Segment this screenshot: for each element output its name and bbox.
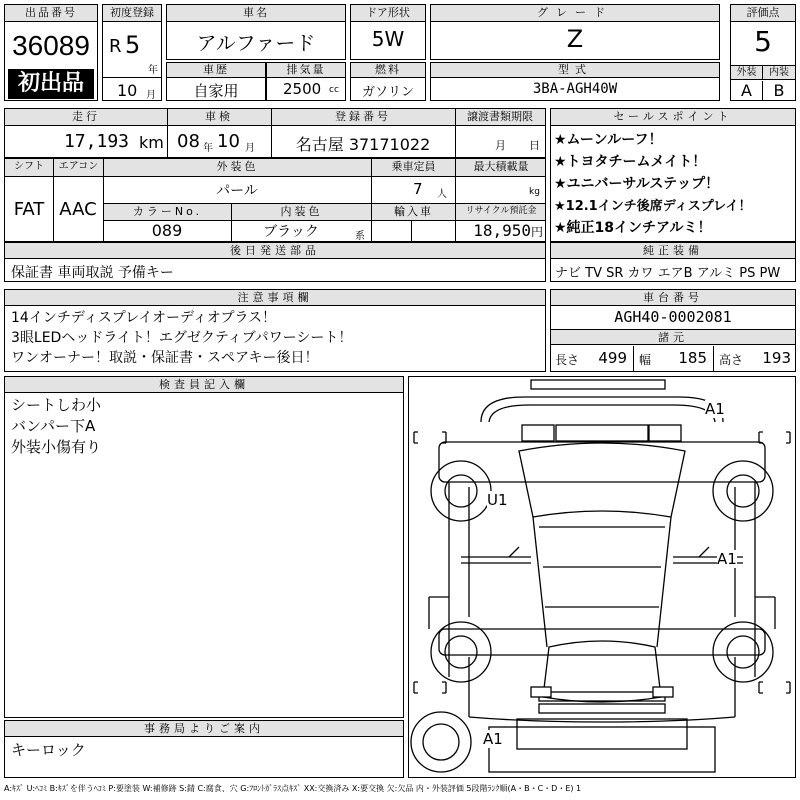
int-color-label: 内装色	[232, 204, 371, 220]
later-parts-box	[4, 242, 546, 282]
int-color-value: ブラック	[263, 224, 319, 240]
fuel-value: ガソリン	[361, 85, 414, 100]
length-value: 499	[598, 349, 627, 367]
recycle-label: リサイクル預託金	[456, 204, 546, 220]
office-box	[4, 720, 404, 778]
first-listing-badge: 初出品	[8, 69, 94, 99]
length-label: 長さ	[555, 353, 580, 367]
sales-point-2: ★トヨタチームメイト！	[554, 154, 707, 170]
first-reg-month: 10	[117, 81, 138, 100]
recycle-value: 18,950	[473, 221, 531, 240]
sales-point-3: ★ユニバーサルステップ！	[554, 176, 720, 192]
score-value: 5	[754, 25, 772, 58]
capacity-value: 7	[413, 180, 423, 198]
width-value: 185	[678, 349, 707, 367]
damage-mark-front-right: A1	[705, 400, 725, 418]
damage-diagram	[408, 376, 796, 778]
office-text: キーロック	[11, 741, 86, 759]
sales-points-label: セールスポイント	[551, 109, 795, 126]
color-no-label: カラーNo.	[104, 204, 231, 220]
history-box	[166, 62, 266, 101]
door-label: ドア形状	[351, 5, 425, 22]
max-load-unit: kg	[529, 187, 540, 197]
fuel-label: 燃料	[351, 63, 425, 78]
history-value: 自家用	[193, 82, 239, 100]
inspection-month: 10	[217, 131, 240, 152]
ext-color-value: パール	[216, 183, 258, 199]
inspector-box	[4, 376, 404, 718]
capacity-unit: 人	[437, 189, 447, 200]
lot-number: 36089	[12, 30, 90, 61]
car-name-label: 車名	[167, 5, 345, 22]
lot-label: 出品番号	[5, 5, 97, 22]
later-parts-label: 後日発送部品	[5, 243, 545, 259]
aircon-label: エアコン	[54, 159, 103, 176]
transfer-month-unit: 月	[495, 139, 506, 152]
inspection-label: 車検	[205, 110, 233, 123]
door-box	[350, 4, 426, 60]
ext-color-label: 外装色	[104, 159, 371, 176]
mileage-value: 17,193	[63, 131, 129, 152]
equipment-label: 純正装備	[551, 243, 795, 259]
color-no-value: 089	[151, 221, 183, 240]
exterior-label: 外装	[731, 66, 763, 80]
max-load-label: 最大積載量	[456, 159, 546, 176]
sales-point-5: ★純正18インチアルミ！	[554, 220, 712, 236]
grade-value: Z	[566, 25, 584, 53]
damage-mark-right: A1	[717, 550, 737, 568]
model-box	[430, 62, 720, 101]
month-unit: 月	[146, 90, 156, 101]
office-label: 事務局よりご案内	[5, 721, 403, 737]
sales-points-box	[550, 108, 796, 242]
height-value: 193	[762, 349, 791, 367]
shift-label: シフト	[5, 159, 53, 176]
mileage-unit: km	[139, 133, 164, 152]
first-registration-box	[102, 4, 162, 101]
capacity-label: 乗車定員	[372, 159, 455, 176]
notes-text: 14インチディスプレイオーディオプラス！ 3眼LEDヘッドライト！エグゼクティブパワーシート！ ワンオーナー！取説・保証書・スペアキー後日！	[11, 310, 353, 366]
height-label: 高さ	[719, 353, 744, 367]
model-value: 3BA-AGH40W	[532, 81, 618, 97]
displacement-unit: cc	[329, 85, 339, 95]
notes-label: 注意事項欄	[5, 290, 545, 306]
dims-label: 諸元	[551, 329, 795, 345]
int-color-suffix: 系	[355, 231, 365, 242]
later-parts-value: 保証書 車両取説 予備キー	[11, 265, 174, 281]
history-label: 車歴	[167, 63, 265, 78]
damage-mark-rear: A1	[483, 730, 503, 748]
sales-point-1: ★ムーンルーフ！	[554, 132, 663, 148]
mileage-label: 走行	[72, 110, 100, 123]
sales-point-4: ★12.1インチ後席ディスプレイ！	[554, 199, 752, 214]
door-value: 5W	[371, 27, 405, 51]
interior-score: B	[773, 81, 785, 100]
transfer-day-unit: 日	[529, 139, 540, 152]
year-unit: 年	[148, 65, 158, 76]
model-label: 型式	[431, 63, 719, 78]
inspector-label: 検査員記入欄	[5, 377, 403, 393]
inspection-year: 08	[177, 131, 200, 152]
plate-label: 登録番号	[335, 110, 391, 123]
score-label: 評価点	[731, 5, 795, 22]
mileage-row	[4, 108, 546, 158]
score-box	[730, 4, 796, 101]
displacement-value: 2500	[283, 80, 322, 98]
car-name-value: アルファード	[196, 31, 316, 55]
inspector-text: シートしわ小 バンパー下A 外装小傷有り	[11, 396, 102, 456]
interior-label: 内装	[763, 66, 795, 80]
era-letter: R	[109, 36, 122, 57]
inspection-year-unit: 年	[203, 143, 213, 154]
equipment-box	[550, 242, 796, 282]
chassis-box	[550, 289, 796, 372]
exterior-score: A	[731, 81, 763, 101]
damage-mark-left: U1	[487, 491, 508, 509]
notes-box	[4, 289, 546, 372]
chassis-value: AGH40-0002081	[614, 308, 732, 326]
fuel-box	[350, 62, 426, 101]
width-label: 幅	[639, 353, 652, 367]
spec-grid	[4, 158, 546, 242]
grade-label: グレード	[431, 5, 719, 22]
displacement-box	[266, 62, 346, 101]
plate-value: 名古屋 37171022	[295, 135, 431, 154]
car-name-box	[166, 4, 346, 60]
displacement-label: 排気量	[267, 63, 345, 78]
equipment-value: ナビ TV SR カワ エアB アルミ PS PW	[555, 266, 781, 281]
import-label: 輸入車	[372, 204, 455, 220]
chassis-label: 車台番号	[551, 290, 795, 306]
car-diagram-svg	[409, 377, 795, 777]
lot-box	[4, 4, 98, 101]
grade-box	[430, 4, 720, 60]
recycle-unit: 円	[531, 225, 544, 239]
aircon-value: AAC	[59, 199, 97, 220]
first-reg-year: 5	[125, 31, 141, 59]
inspection-month-unit: 月	[245, 143, 255, 154]
legend-text: A:ｷｽﾞ U:ﾍｺﾐ B:ｷｽﾞを伴うﾍｺﾐ P:要塗装 W:補修跡 S:錆 C:腐食、穴 G:ﾌﾛﾝﾄｶﾞﾗｽ点ｷｽﾞ XX:交換済み X:要交換 欠:欠品 内・外装評価 5段階ﾗﾝｸ順(A・B・C・D・E) 1	[4, 784, 582, 793]
transfer-label: 譲渡書類期限	[467, 110, 533, 123]
first-registration-label: 初度登録	[103, 5, 161, 22]
shift-value: FAT	[13, 199, 45, 220]
